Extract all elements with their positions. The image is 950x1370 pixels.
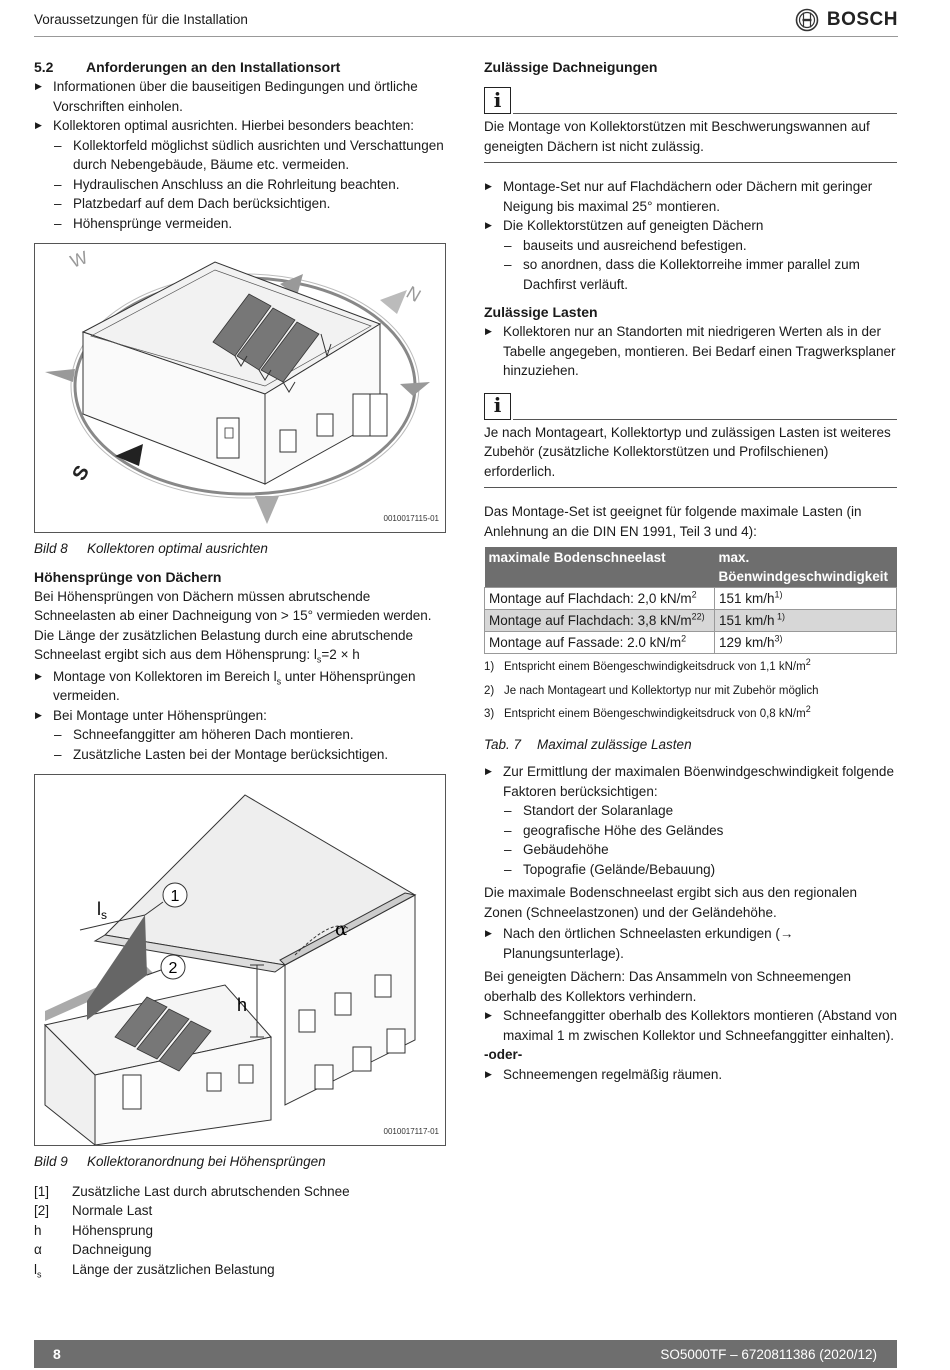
bullet-item: [34, 116, 446, 233]
bosch-armature-icon: [795, 8, 819, 32]
table-cell: 151 $km/h^{1)}$: [715, 588, 897, 610]
dash-list: [503, 801, 897, 879]
bullet-item: [34, 667, 446, 706]
compass-north-label: N: [403, 282, 425, 306]
loads-bullets: [484, 322, 897, 381]
snow-bullets: [484, 924, 897, 963]
jump-bullets: [34, 667, 446, 765]
dash-item: – bauseits und ausreichend befestigen.: [503, 236, 897, 256]
legend-text: Höhensprung: [72, 1222, 154, 1238]
legend-key: h: [34, 1222, 42, 1238]
header-title: Voraussetzungen für die Installation: [34, 12, 248, 27]
table-cell: 151 km/h $^{1)}$: [715, 610, 897, 632]
snowguard-bullets: [484, 1006, 897, 1045]
table-cell: Montage auf Flachdach: 3,8 $kN/m^{22)}$: [485, 610, 715, 632]
paragraph: [34, 587, 446, 665]
dash-item: – so anordnen, dass die Kollektorreihe immer parallel zum Dachfirst verläuft.: [503, 255, 897, 294]
figure-caption: [34, 539, 446, 559]
compass-west-label: W: [67, 247, 91, 272]
footnote: 2) Je nach Montageart und Kollektortyp nur mit Zubehör möglich: [484, 684, 819, 697]
dash-list: [53, 725, 446, 764]
caption-text: Kollektoren optimal ausrichten: [87, 541, 268, 556]
bullet-text: unter Höhensprüngen vermeiden.: [53, 668, 416, 703]
bullet-text: Zur Ermittlung der maximalen Böenwindgeschwindigkeit folgende Faktoren berücksichtigen:: [503, 764, 894, 799]
brand-name: BOSCH: [826, 9, 898, 31]
table-cell: Montage auf Flachdach: 2,0 $kN/m^2$: [485, 588, 715, 610]
oder-separator: -oder-: [484, 1047, 523, 1062]
label-marker-1: 1: [170, 888, 180, 905]
table-caption: [484, 735, 897, 755]
page-number: 8: [53, 1346, 61, 1362]
dash-item: – Standort der Solaranlage: [503, 801, 897, 821]
bullet-item: ▶ Montage-Set nur auf Flachdächern oder Dächern mit geringer Neigung bis maximal 25° montieren.: [484, 177, 897, 216]
caption-label: Bild 8: [34, 541, 68, 556]
table-intro: Das Montage-Set ist geeignet für folgende maximale Lasten (in Anlehnung an die DIN EN 1991, Teil 3 und 4):: [484, 504, 862, 539]
page-footer: [34, 1340, 897, 1368]
brand-logo: [795, 8, 898, 32]
dash-item: – Zusätzliche Lasten bei der Montage berücksichtigen.: [53, 745, 446, 765]
footnote: 1) Entspricht einem Böengeschwindigkeitsdruck von 1,1 $kN/m^2$: [484, 657, 811, 673]
table-header: maximale Bodenschneelast: [485, 547, 715, 588]
section-title: Anforderungen an den Installationsort: [86, 59, 341, 75]
bullet-text: Die Kollektorstützen auf geneigten Dächern: [503, 218, 764, 233]
clear-bullets: [484, 1065, 897, 1085]
bullet-item: ▶ Kollektoren nur an Standorten mit niedrigeren Werten als in der Tabelle angegeben, montieren. Bei Bedarf einen Tragwerksplaner hinzuziehen.: [484, 322, 897, 381]
height-jump-illustration: [35, 775, 445, 1145]
caption-text: Maximal zulässige Lasten: [537, 736, 692, 752]
paragraph: Bei geneigten Dächern: Das Ansammeln von Schneemengen oberhalb des Kollektors verhindern.: [484, 969, 851, 1004]
figure-collector-orientation: [34, 243, 446, 533]
figure-code: 0010017117-01: [383, 1126, 439, 1136]
dash-list: [53, 136, 446, 234]
figure-legend: [34, 1182, 446, 1280]
table-cell: 129 $km/h^{3)}$: [715, 632, 897, 654]
legend-key: $l_s$: [34, 1261, 42, 1280]
label-alpha: α: [335, 919, 348, 940]
label-h: h: [237, 995, 248, 1015]
footnotes: [484, 658, 897, 725]
info-note: [484, 393, 897, 489]
compass-south-label: S: [68, 461, 95, 485]
info-icon: i: [484, 87, 511, 114]
table-cell: Montage auf Fassade: 2.0 $kN/m^2$: [485, 632, 715, 654]
bullet-item: ▶ Informationen über die bauseitigen Bedingungen und örtliche Vorschriften einholen.: [34, 77, 446, 116]
document-id: SO5000TF – 6720811386 (2020/12): [660, 1347, 877, 1362]
pitch-bullets: [484, 177, 897, 294]
legend-text: Zusätzliche Last durch abrutschenden Schnee: [72, 1183, 350, 1199]
wind-bullets: [484, 762, 897, 879]
label-marker-2: 2: [168, 960, 178, 977]
table-header: max. Böenwindgeschwindigkeit: [715, 547, 897, 588]
paragraph: Die maximale Bodenschneelast ergibt sich aus den regionalen Zonen (Schneelastzonen) und der Geländehöhe.: [484, 885, 857, 920]
bullet-item: [34, 706, 446, 765]
header-divider: [34, 36, 898, 37]
table-row: [485, 632, 897, 654]
label-ls: $l_s$: [97, 899, 107, 922]
bullet-text: Montage von Kollektoren im Bereich l: [53, 668, 277, 684]
heading-loads: Zulässige Lasten: [484, 304, 598, 320]
dash-item: – Höhensprünge vermeiden.: [53, 214, 446, 234]
info-text: Je nach Montageart, Kollektortyp und zulässigen Lasten ist weiteres Zubehör (zusätzliche Kollektorstützen und Profilschienen) erforderlich.: [484, 420, 897, 489]
dash-item: – Platzbedarf auf dem Dach berücksichtigen.: [53, 194, 446, 214]
paragraph-text: =2 × h: [321, 647, 360, 662]
dash-item: – Gebäudehöhe: [503, 840, 897, 860]
install-bullets: [34, 77, 446, 233]
subscript: s: [276, 676, 282, 687]
subheading-height-jumps: Höhensprünge von Dächern: [34, 568, 222, 585]
bullet-item: [484, 762, 897, 879]
right-column: [484, 57, 897, 1084]
loads-table: [484, 547, 897, 654]
dash-list: [503, 236, 897, 295]
dash-item: – Schneefanggitter am höheren Dach montieren.: [53, 725, 446, 745]
caption-text: Kollektoranordnung bei Höhensprüngen: [87, 1154, 326, 1169]
info-note: [484, 87, 897, 163]
legend-key: [2]: [34, 1203, 50, 1218]
legend-text: Normale Last: [72, 1203, 153, 1218]
bullet-text: Kollektoren optimal ausrichten. Hierbei besonders beachten:: [53, 118, 414, 133]
bullet-item: ▶ Nach den örtlichen Schneelasten erkundigen (→ Planungsunterlage).: [484, 924, 897, 963]
dash-item: – Kollektorfeld möglichst südlich ausrichten und Verschattungen durch Nebengebäude, Bäume etc. vermeiden.: [53, 136, 446, 175]
table-row: [485, 588, 897, 610]
left-column: [34, 57, 446, 1279]
table-row: [485, 610, 897, 632]
orientation-illustration: [35, 244, 445, 532]
caption-label: Bild 9: [34, 1154, 68, 1169]
bullet-item: [484, 216, 897, 294]
table-header-row: [485, 547, 897, 588]
footnote: 3) Entspricht einem Böengeschwindigkeitsdruck von 0,8 $kN/m^2$: [484, 704, 811, 720]
heading-roof-pitch: Zulässige Dachneigungen: [484, 59, 658, 75]
legend-key: [1]: [34, 1183, 50, 1199]
figure-caption: [34, 1152, 446, 1172]
info-icon: i: [484, 393, 511, 420]
info-text: Die Montage von Kollektorstützen mit Beschwerungswannen auf geneigten Dächern ist nicht zulässig.: [484, 114, 897, 163]
dash-item: – Hydraulischen Anschluss an die Rohrleitung beachten.: [53, 175, 446, 195]
legend-text: Länge der zusätzlichen Belastung: [72, 1261, 275, 1277]
bullet-text: Bei Montage unter Höhensprüngen:: [53, 707, 267, 723]
subscript: s: [316, 654, 322, 665]
legend-key: α: [34, 1242, 42, 1257]
section-number: 5.2: [34, 59, 54, 75]
bullet-item: ▶ Schneefanggitter oberhalb des Kollektors montieren (Abstand von maximal 1 m zwischen Kollektor und Schneefanggitter einhalten).: [484, 1006, 897, 1045]
bullet-item: ▶ Schneemengen regelmäßig räumen.: [484, 1065, 897, 1085]
figure-collector-height-jumps: [34, 774, 446, 1146]
legend-text: Dachneigung: [72, 1242, 152, 1257]
section-heading: [34, 57, 446, 77]
dash-item: – geografische Höhe des Geländes: [503, 821, 897, 841]
caption-label: Tab. 7: [484, 736, 522, 752]
dash-item: – Topografie (Gelände/Bebauung): [503, 860, 897, 880]
paragraph-text: Bei Höhensprüngen von Dächern müssen abrutschende Schneelasten ab einer Dachneigung von > 15° vermieden werden. Die Länge der zusätzlichen Belastung durch eine abrutschende Schneelast ergibt sich aus dem Höhensprung: l: [34, 588, 432, 662]
figure-code: 0010017115-01: [383, 513, 439, 523]
